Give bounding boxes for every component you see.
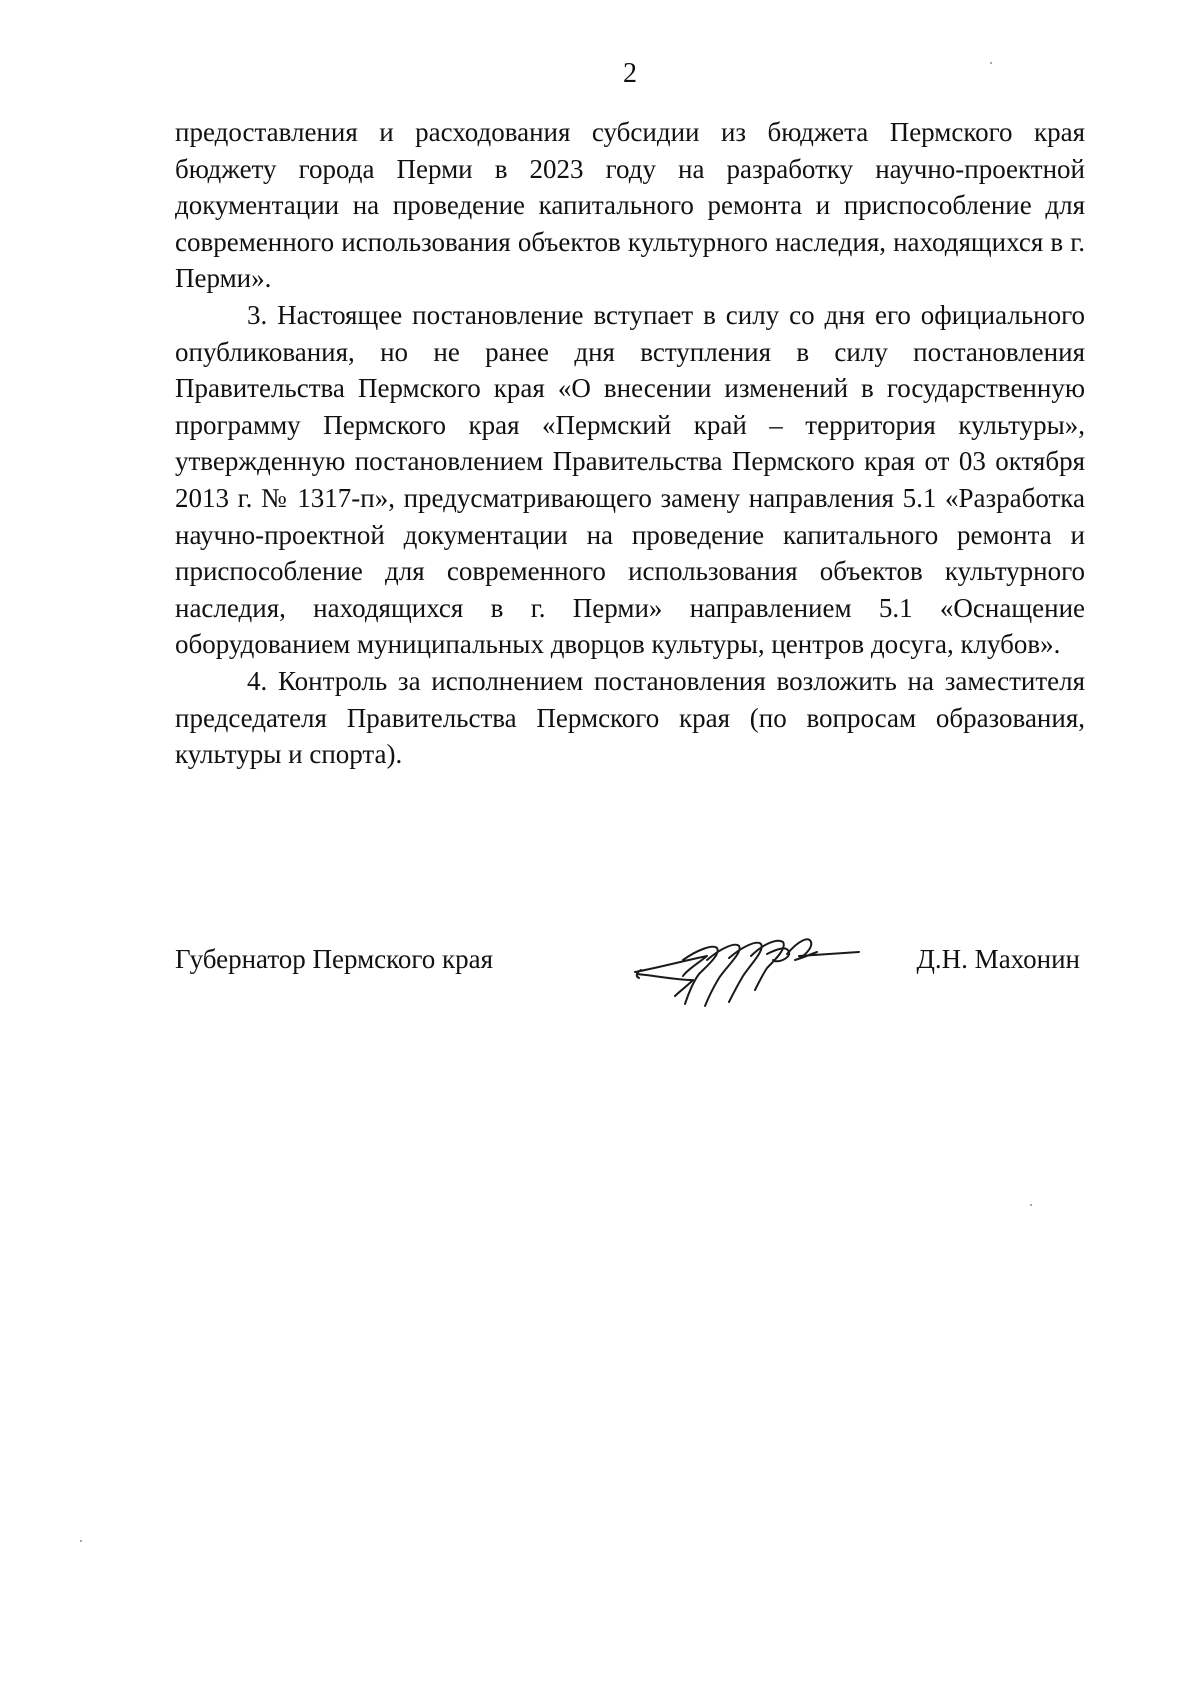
scan-speck: [990, 62, 992, 64]
signatory-name: Д.Н. Махонин: [916, 944, 1080, 974]
scan-speck: [80, 1540, 82, 1542]
scan-speck: [1030, 1204, 1032, 1206]
paragraph-item-4: 4. Контроль за исполнением постановления возложить на заместителя председателя Правительства Пермского края (по вопросам образования, культуры и спорта).: [175, 665, 1085, 770]
paragraph-continuation: предоставления и расходования субсидии из бюджета Пермского края бюджету города Перми в 2023 году на разработку научно-проектной документации на проведение капитального ремонта и приспособление для современного использования объектов культурного наследия, находящихся в г. Перми».: [175, 117, 1085, 294]
paragraph-item-3: 3. Настоящее постановление вступает в силу со дня его официального опубликования, но не ранее дня вступления в силу постановления Правительства Пермского края «О внесении изменений в государственную программу Пермского края «Пермский край – территория культуры», утвержденную постановлением Правительства Пермского края от 03 октября 2013 г. № 1317-п», предусматривающего замену направления 5.1 «Разработка научно-проектной документации на проведение капитального ремонта и приспособление для современного использования объектов культурного наследия, находящихся в г. Перми» направлением 5.1 «Оснащение оборудованием муниципальных дворцов культуры, центров досуга, клубов».: [175, 299, 1085, 660]
page-number: 2: [623, 58, 637, 89]
signature-block: [175, 938, 1080, 1018]
document-body: [175, 114, 1085, 773]
signatory-position: Губернатор Пермского края: [175, 944, 494, 974]
handwritten-signature: [627, 930, 867, 1010]
